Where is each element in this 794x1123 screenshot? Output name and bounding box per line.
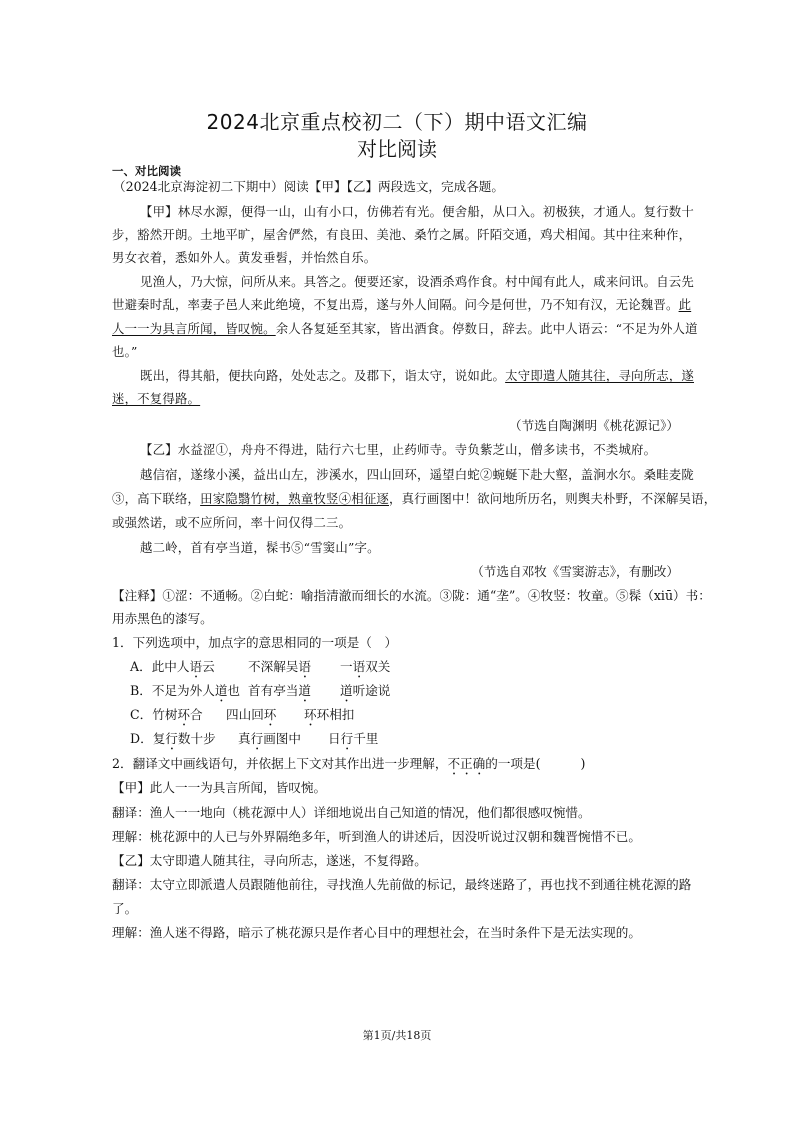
yi-paragraph-2-line-3: 或强然诺，或不应所问，率十问仅得二三。	[112, 515, 352, 530]
page-subtitle: 对比阅读	[357, 137, 437, 161]
underlined-sentence: 此	[678, 297, 692, 312]
q2-jia-translation: 翻译：渔人一一地向（桃花源中人）详细地说出自己知道的情况，他们都很感叹惋惜。	[112, 805, 591, 820]
yi-paragraph-2-line-2: ③，高下联络，田家隐翳竹树，熟童牧竖④相征逐，真行画图中！欲问地所历名，则舆夫朴野，不深解吴语，	[112, 491, 717, 506]
jia-paragraph-2-line-4: 也。”	[112, 344, 138, 359]
underlined-sentence: 人一一为具言所闻，皆叹惋。	[112, 321, 276, 336]
jia-paragraph-2-line-1: 见渔人，乃大惊，问所从来。具答之。便要还家，设酒杀鸡作食。村中闻有此人，咸来问讯。自云先	[140, 274, 694, 289]
yi-paragraph-1: 【乙】水益涩①，舟舟不得进，陆行六七里，止药师寺。寺负紫芝山，僧多读书，不类城府。	[140, 442, 657, 457]
yi-paragraph-3: 越二岭，首有亭当道，髹书⑤“雪窦山”字。	[140, 540, 380, 555]
section-heading: 一、对比阅读	[112, 164, 181, 178]
underlined-sentence: 迷，不复得路。	[112, 391, 201, 406]
jia-paragraph-3-line-1: 既出，得其船，便扶向路，处处志之。及郡下，诣太守，说如此。太守即遣人随其往，寻向所志，遂	[140, 368, 694, 383]
yi-paragraph-2-line-1: 越信宿，遂缘小溪，益出山左，涉溪水，四山回环，遥望白蛇②蜿蜒下赴大壑，盖涧水尔。桑畦麦陇	[140, 467, 694, 482]
notes-line-1: 【注释】①涩：不通畅。②白蛇：喻指清澈而细长的水流。③陇：通“垄”。④牧竖：牧童。⑤髹（xiū）书：	[112, 588, 711, 603]
jia-paragraph-1-line-3: 男女衣着，悉如外人。黄发垂髫，并怡然自乐。	[112, 250, 377, 265]
jia-source: （节选自陶渊明《桃花源记》）	[508, 418, 679, 433]
q2-jia-sentence: 【甲】此人一一为具言所闻，皆叹惋。	[112, 780, 327, 795]
option-d: D．复行数十步 真行画图中 日行千里	[130, 731, 379, 746]
jia-paragraph-1-line-1: 【甲】林尽水源，便得一山，山有小口，仿佛若有光。便舍船，从口入。初极狭，才通人。复行数十	[140, 204, 694, 219]
question-1-stem: 1．下列选项中，加点字的意思相同的一项是（ ）	[112, 635, 398, 650]
option-b: B．不足为外人道也 首有亭当道 道听途说	[130, 683, 391, 698]
jia-paragraph-2-line-2: 世避秦时乱，率妻子邑人来此绝境，不复出焉，遂与外人间隔。问今是何世，乃不知有汉，无论魏晋。此	[112, 297, 692, 312]
question-intro: （2024北京海淀初二下期中）阅读【甲】【乙】两段选文，完成各题。	[113, 179, 504, 194]
option-c: C．竹树环合 四山回环 环环相扣	[130, 707, 355, 722]
notes-line-2: 用赤黑色的漆写。	[112, 611, 213, 626]
page-number: 第1页/共18页	[362, 1029, 432, 1042]
page-title: 2024北京重点校初二（下）期中语文汇编	[206, 110, 588, 134]
jia-paragraph-2-line-3: 人一一为具言所闻，皆叹惋。余人各复延至其家，皆出酒食。停数日，辞去。此中人语云：“不足为外人道	[112, 321, 698, 336]
q2-yi-translation-line-2: 了。	[112, 901, 138, 916]
jia-paragraph-3-line-2	[112, 390, 200, 408]
underlined-sentence: 太守即遣人随其往，寻向所志，遂	[505, 368, 694, 383]
q2-jia-understanding: 理解：桃花源中的人已与外界隔绝多年，听到渔人的讲述后，因没听说过汉朝和魏晋惋惜不已。	[112, 829, 641, 844]
underlined-sentence: 田家隐翳竹树，熟童牧竖④相征逐	[200, 491, 389, 506]
question-2-stem: 2．翻译文中画线语句，并依据上下文对其作出进一步理解，不正确的一项是( )	[112, 756, 586, 771]
q2-yi-translation-line-1: 翻译：太守立即派遣人员跟随他前往，寻找渔人先前做的标记，最终迷路了，再也找不到通往桃花源的路	[112, 877, 692, 892]
jia-paragraph-1-line-2: 步，豁然开朗。土地平旷，屋舍俨然，有良田、美池、桑竹之属。阡陌交通，鸡犬相闻。其中往来种作，	[112, 227, 692, 242]
q2-yi-sentence: 【乙】太守即遣人随其往，寻向所志，遂迷，不复得路。	[112, 853, 427, 868]
q2-yi-understanding: 理解：渔人迷不得路，暗示了桃花源只是作者心目中的理想社会，在当时条件下是无法实现的。	[112, 925, 641, 940]
option-a: A．此中人语云 不深解吴语 一语双关	[130, 659, 391, 674]
yi-source: （节选自邓牧《雪窦游志》，有删改）	[471, 564, 679, 579]
